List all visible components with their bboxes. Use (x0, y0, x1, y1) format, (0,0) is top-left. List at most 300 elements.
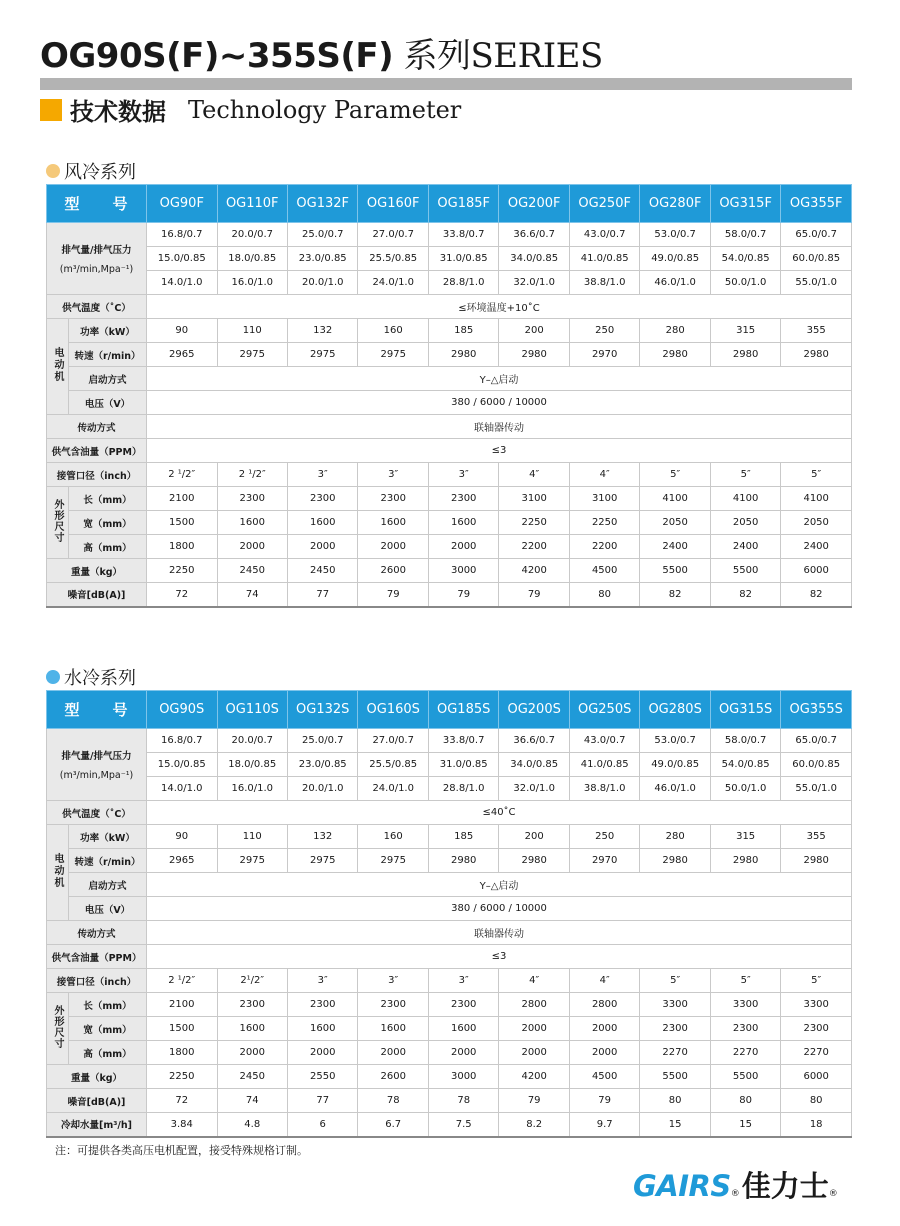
water-flow1-cell: 43.0/0.7 (569, 729, 639, 753)
water-length-cell: 2300 (428, 993, 498, 1017)
water-flow2-cell: 49.0/0.85 (640, 753, 710, 777)
air-length-cell: 2300 (217, 487, 287, 511)
air-pipe-cell: 3″ (358, 463, 428, 487)
model-header: 型 号 (47, 185, 147, 223)
air-speed-cell: 2970 (569, 343, 639, 367)
label-oil: 供气含油量（PPM） (47, 945, 147, 969)
air-flow3-cell: 24.0/1.0 (358, 271, 428, 295)
air-pipe-cell: 2 ¹/2″ (147, 463, 217, 487)
water-voltage-value: 380 / 6000 / 10000 (147, 897, 852, 921)
label-start: 启动方式 (69, 367, 147, 391)
water-flow3-cell: 20.0/1.0 (287, 777, 357, 801)
water-length-cell: 2300 (217, 993, 287, 1017)
water-noise-cell: 77 (287, 1089, 357, 1113)
water-model-header-cell: OG250S (569, 691, 639, 729)
water-height-cell: 2000 (358, 1041, 428, 1065)
air-noise-cell: 82 (640, 583, 710, 607)
air-flow1-cell: 53.0/0.7 (640, 223, 710, 247)
air-model-header-cell: OG200F (499, 185, 569, 223)
label-flow-pressure (47, 223, 147, 295)
air-model-header-cell: OG90F (147, 185, 217, 223)
water-height-cell: 2270 (781, 1041, 852, 1065)
air-height-cell: 2400 (710, 535, 780, 559)
air-height-cell: 1800 (147, 535, 217, 559)
air-noise-cell: 82 (781, 583, 852, 607)
air-model-header-cell: OG160F (358, 185, 428, 223)
water-flow1-cell: 16.8/0.7 (147, 729, 217, 753)
air-flow3-cell: 32.0/1.0 (499, 271, 569, 295)
water-weight-cell: 4200 (499, 1065, 569, 1089)
water-oil-value: ≤3 (147, 945, 852, 969)
water-length-cell: 3300 (781, 993, 852, 1017)
air-power-cell: 132 (287, 319, 357, 343)
water-speed-cell: 2980 (428, 849, 498, 873)
label-dims (47, 993, 69, 1065)
air-flow2-cell: 54.0/0.85 (710, 247, 780, 271)
label-flow-pressure (47, 729, 147, 801)
water-noise-cell: 80 (781, 1089, 852, 1113)
water-weight-cell: 2450 (217, 1065, 287, 1089)
air-flow2-cell: 23.0/0.85 (287, 247, 357, 271)
air-speed-cell: 2975 (217, 343, 287, 367)
water-flow2-cell: 25.5/0.85 (358, 753, 428, 777)
water-flow1-cell: 27.0/0.7 (358, 729, 428, 753)
label-noise: 噪音[dB(A)] (47, 1089, 147, 1113)
label-width: 宽（mm） (69, 1017, 147, 1041)
label-supply_temp: 供气温度（˚C） (47, 801, 147, 825)
air-speed-cell: 2980 (640, 343, 710, 367)
water-cooling_water-cell: 18 (781, 1113, 852, 1137)
water-pipe-cell: 5″ (710, 969, 780, 993)
air-length-cell: 2300 (428, 487, 498, 511)
water-noise-cell: 78 (358, 1089, 428, 1113)
water-flow3-cell: 14.0/1.0 (147, 777, 217, 801)
water-noise-cell: 79 (569, 1089, 639, 1113)
air-flow1-cell: 25.0/0.7 (287, 223, 357, 247)
brand-logo (633, 1164, 838, 1205)
water-noise-cell: 79 (499, 1089, 569, 1113)
label-power: 功率（kW） (69, 319, 147, 343)
air-pipe-cell: 2 ¹/2″ (217, 463, 287, 487)
water-flow3-cell: 50.0/1.0 (710, 777, 780, 801)
water-height-cell: 1800 (147, 1041, 217, 1065)
air-speed-cell: 2975 (287, 343, 357, 367)
water-cooling_water-cell: 3.84 (147, 1113, 217, 1137)
air-weight-cell: 2450 (287, 559, 357, 583)
water-speed-cell: 2980 (781, 849, 852, 873)
water-flow2-cell: 34.0/0.85 (499, 753, 569, 777)
air-length-cell: 4100 (640, 487, 710, 511)
logo-reg-mark: ® (730, 1189, 740, 1199)
water-model-header-cell: OG185S (428, 691, 498, 729)
air-pipe-cell: 3″ (287, 463, 357, 487)
air-flow2-cell: 18.0/0.85 (217, 247, 287, 271)
water-height-cell: 2000 (569, 1041, 639, 1065)
water-speed-cell: 2975 (217, 849, 287, 873)
water-weight-cell: 6000 (781, 1065, 852, 1089)
air-width-cell: 2050 (640, 511, 710, 535)
water-power-cell: 200 (499, 825, 569, 849)
air-model-header-cell: OG110F (217, 185, 287, 223)
air-weight-cell: 4200 (499, 559, 569, 583)
air-model-header-cell: OG280F (640, 185, 710, 223)
water-power-cell: 110 (217, 825, 287, 849)
water-flow1-cell: 25.0/0.7 (287, 729, 357, 753)
water-width-cell: 2300 (710, 1017, 780, 1041)
water-flow2-cell: 23.0/0.85 (287, 753, 357, 777)
water-power-cell: 185 (428, 825, 498, 849)
air-model-header-cell: OG132F (287, 185, 357, 223)
water-power-cell: 90 (147, 825, 217, 849)
label-height: 高（mm） (69, 535, 147, 559)
water-model-header-cell: OG315S (710, 691, 780, 729)
water-speed-cell: 2975 (358, 849, 428, 873)
air-model-header-cell: OG315F (710, 185, 780, 223)
air-weight-cell: 5500 (640, 559, 710, 583)
air-flow3-cell: 38.8/1.0 (569, 271, 639, 295)
water-length-cell: 2300 (358, 993, 428, 1017)
air-flow3-cell: 20.0/1.0 (287, 271, 357, 295)
air-noise-cell: 79 (358, 583, 428, 607)
air-speed-cell: 2975 (358, 343, 428, 367)
water-pipe-cell: 3″ (428, 969, 498, 993)
section-heading (40, 92, 461, 127)
water-power-cell: 132 (287, 825, 357, 849)
air-pipe-cell: 5″ (640, 463, 710, 487)
water-weight-cell: 2250 (147, 1065, 217, 1089)
water-flow2-cell: 54.0/0.85 (710, 753, 780, 777)
label-dims-text: 外形尺寸 (52, 1004, 63, 1049)
water-width-cell: 1600 (358, 1017, 428, 1041)
water-flow3-cell: 24.0/1.0 (358, 777, 428, 801)
air-pipe-cell: 4″ (499, 463, 569, 487)
water-width-cell: 1600 (428, 1017, 498, 1041)
water-length-cell: 3300 (640, 993, 710, 1017)
water-supply_temp-value: ≤40˚C (147, 801, 852, 825)
label-start: 启动方式 (69, 873, 147, 897)
air-flow2-cell: 25.5/0.85 (358, 247, 428, 271)
air-flow1-cell: 58.0/0.7 (710, 223, 780, 247)
water-flow1-cell: 58.0/0.7 (710, 729, 780, 753)
label-weight: 重量（kg） (47, 559, 147, 583)
water-pipe-cell: 5″ (640, 969, 710, 993)
air-length-cell: 4100 (710, 487, 780, 511)
water-noise-cell: 80 (710, 1089, 780, 1113)
air-power-cell: 280 (640, 319, 710, 343)
water-flow2-cell: 15.0/0.85 (147, 753, 217, 777)
air-cooled-spec-table (46, 184, 852, 608)
air-flow2-cell: 41.0/0.85 (569, 247, 639, 271)
water-start-value: Y–△启动 (147, 873, 852, 897)
water-model-header-cell: OG355S (781, 691, 852, 729)
label-motor (47, 825, 69, 921)
title-divider (40, 78, 852, 90)
water-flow2-cell: 31.0/0.85 (428, 753, 498, 777)
water-speed-cell: 2980 (710, 849, 780, 873)
water-width-cell: 1500 (147, 1017, 217, 1041)
water-weight-cell: 2550 (287, 1065, 357, 1089)
logo-text-cn: 佳力士 (741, 1169, 829, 1203)
air-weight-cell: 2450 (217, 559, 287, 583)
water-model-header-cell: OG132S (287, 691, 357, 729)
water-flow1-cell: 20.0/0.7 (217, 729, 287, 753)
blue-dot-icon (46, 670, 60, 684)
air-pipe-cell: 5″ (781, 463, 852, 487)
water-length-cell: 2300 (287, 993, 357, 1017)
water-flow3-cell: 32.0/1.0 (499, 777, 569, 801)
air-flow2-cell: 15.0/0.85 (147, 247, 217, 271)
air-power-cell: 200 (499, 319, 569, 343)
air-flow3-cell: 50.0/1.0 (710, 271, 780, 295)
water-flow2-cell: 60.0/0.85 (781, 753, 852, 777)
air-power-cell: 185 (428, 319, 498, 343)
label-flow-line1: 排气量/排气压力 (61, 245, 132, 256)
water-width-cell: 1600 (287, 1017, 357, 1041)
air-speed-cell: 2980 (781, 343, 852, 367)
water-speed-cell: 2970 (569, 849, 639, 873)
label-oil: 供气含油量（PPM） (47, 439, 147, 463)
water-flow1-cell: 36.6/0.7 (499, 729, 569, 753)
water-pipe-cell: 4″ (569, 969, 639, 993)
air-weight-cell: 3000 (428, 559, 498, 583)
water-noise-cell: 72 (147, 1089, 217, 1113)
water-cooling_water-cell: 15 (710, 1113, 780, 1137)
label-motor-text: 电动机 (52, 852, 63, 889)
water-cooling_water-cell: 6 (287, 1113, 357, 1137)
water-flow3-cell: 16.0/1.0 (217, 777, 287, 801)
label-motor-text: 电动机 (52, 346, 63, 383)
label-supply_temp: 供气温度（˚C） (47, 295, 147, 319)
air-height-cell: 2400 (640, 535, 710, 559)
footnote: 注：可提供各类高压电机配置，接受特殊规格订制。 (55, 1144, 308, 1157)
air-flow3-cell: 46.0/1.0 (640, 271, 710, 295)
water-flow3-cell: 46.0/1.0 (640, 777, 710, 801)
water-cooling_water-cell: 6.7 (358, 1113, 428, 1137)
water-flow3-cell: 55.0/1.0 (781, 777, 852, 801)
water-flow3-cell: 38.8/1.0 (569, 777, 639, 801)
air-noise-cell: 79 (499, 583, 569, 607)
water-power-cell: 315 (710, 825, 780, 849)
logo-reg-mark-2: ® (828, 1189, 838, 1199)
water-pipe-cell: 2 ¹/2″ (147, 969, 217, 993)
water-noise-cell: 74 (217, 1089, 287, 1113)
water-speed-cell: 2975 (287, 849, 357, 873)
label-length: 长（mm） (69, 487, 147, 511)
water-cooling_water-cell: 9.7 (569, 1113, 639, 1137)
water-cooled-title: 水冷系列 (64, 668, 136, 689)
air-height-cell: 2200 (569, 535, 639, 559)
label-transmission: 传动方式 (47, 921, 147, 945)
water-weight-cell: 2600 (358, 1065, 428, 1089)
air-power-cell: 315 (710, 319, 780, 343)
water-weight-cell: 5500 (640, 1065, 710, 1089)
air-pipe-cell: 5″ (710, 463, 780, 487)
water-speed-cell: 2965 (147, 849, 217, 873)
water-power-cell: 280 (640, 825, 710, 849)
water-cooled-heading (46, 664, 136, 690)
air-noise-cell: 77 (287, 583, 357, 607)
water-height-cell: 2000 (428, 1041, 498, 1065)
water-length-cell: 2800 (569, 993, 639, 1017)
water-width-cell: 2000 (569, 1017, 639, 1041)
label-power: 功率（kW） (69, 825, 147, 849)
label-transmission: 传动方式 (47, 415, 147, 439)
water-pipe-cell: 4″ (499, 969, 569, 993)
air-height-cell: 2000 (217, 535, 287, 559)
air-weight-cell: 2250 (147, 559, 217, 583)
air-width-cell: 1600 (428, 511, 498, 535)
water-power-cell: 160 (358, 825, 428, 849)
air-width-cell: 1600 (287, 511, 357, 535)
air-flow1-cell: 65.0/0.7 (781, 223, 852, 247)
water-pipe-cell: 3″ (358, 969, 428, 993)
label-pipe: 接管口径（inch） (47, 969, 147, 993)
page-title-series: 系列SERIES (393, 36, 603, 76)
label-speed: 转速（r/min） (69, 849, 147, 873)
label-width: 宽（mm） (69, 511, 147, 535)
section-title-en: Technology Parameter (188, 95, 462, 124)
label-weight: 重量（kg） (47, 1065, 147, 1089)
water-cooling_water-cell: 4.8 (217, 1113, 287, 1137)
air-flow3-cell: 28.8/1.0 (428, 271, 498, 295)
water-width-cell: 1600 (217, 1017, 287, 1041)
water-width-cell: 2300 (640, 1017, 710, 1041)
air-width-cell: 1600 (217, 511, 287, 535)
water-power-cell: 355 (781, 825, 852, 849)
water-flow2-cell: 18.0/0.85 (217, 753, 287, 777)
air-cooled-heading (46, 158, 136, 184)
water-power-cell: 250 (569, 825, 639, 849)
air-weight-cell: 2600 (358, 559, 428, 583)
section-square-icon (40, 99, 62, 121)
air-flow3-cell: 55.0/1.0 (781, 271, 852, 295)
water-length-cell: 3300 (710, 993, 780, 1017)
air-noise-cell: 80 (569, 583, 639, 607)
water-height-cell: 2000 (217, 1041, 287, 1065)
water-pipe-cell: 2¹/2″ (217, 969, 287, 993)
orange-dot-icon (46, 164, 60, 178)
water-height-cell: 2270 (710, 1041, 780, 1065)
air-model-header-cell: OG355F (781, 185, 852, 223)
air-power-cell: 160 (358, 319, 428, 343)
air-cooled-title: 风冷系列 (64, 162, 136, 183)
air-flow2-cell: 60.0/0.85 (781, 247, 852, 271)
air-weight-cell: 5500 (710, 559, 780, 583)
water-cooling_water-cell: 7.5 (428, 1113, 498, 1137)
air-weight-cell: 4500 (569, 559, 639, 583)
water-flow1-cell: 33.8/0.7 (428, 729, 498, 753)
air-flow3-cell: 16.0/1.0 (217, 271, 287, 295)
water-flow1-cell: 53.0/0.7 (640, 729, 710, 753)
water-model-header-cell: OG110S (217, 691, 287, 729)
model-header: 型 号 (47, 691, 147, 729)
water-speed-cell: 2980 (640, 849, 710, 873)
water-model-header-cell: OG200S (499, 691, 569, 729)
water-weight-cell: 3000 (428, 1065, 498, 1089)
air-length-cell: 4100 (781, 487, 852, 511)
water-length-cell: 2100 (147, 993, 217, 1017)
air-power-cell: 250 (569, 319, 639, 343)
water-flow2-cell: 41.0/0.85 (569, 753, 639, 777)
label-voltage: 电压（V） (69, 897, 147, 921)
water-weight-cell: 5500 (710, 1065, 780, 1089)
air-flow3-cell: 14.0/1.0 (147, 271, 217, 295)
air-length-cell: 2300 (287, 487, 357, 511)
water-flow3-cell: 28.8/1.0 (428, 777, 498, 801)
label-flow-line2: (m³/min,Mpa⁻¹) (59, 264, 134, 275)
label-speed: 转速（r/min） (69, 343, 147, 367)
air-noise-cell: 82 (710, 583, 780, 607)
air-supply_temp-value: ≤环境温度+10˚C (147, 295, 852, 319)
section-title-cn: 技术数据 (70, 98, 166, 126)
water-height-cell: 2000 (499, 1041, 569, 1065)
water-noise-cell: 78 (428, 1089, 498, 1113)
air-length-cell: 2100 (147, 487, 217, 511)
air-voltage-value: 380 / 6000 / 10000 (147, 391, 852, 415)
air-weight-cell: 6000 (781, 559, 852, 583)
air-power-cell: 355 (781, 319, 852, 343)
air-length-cell: 3100 (499, 487, 569, 511)
water-flow1-cell: 65.0/0.7 (781, 729, 852, 753)
air-start-value: Y–△启动 (147, 367, 852, 391)
water-height-cell: 2000 (287, 1041, 357, 1065)
water-transmission-value: 联轴器传动 (147, 921, 852, 945)
air-width-cell: 2250 (569, 511, 639, 535)
air-speed-cell: 2980 (428, 343, 498, 367)
water-length-cell: 2800 (499, 993, 569, 1017)
air-speed-cell: 2980 (710, 343, 780, 367)
label-motor (47, 319, 69, 415)
water-cooling_water-cell: 8.2 (499, 1113, 569, 1137)
water-speed-cell: 2980 (499, 849, 569, 873)
page-title-main: OG90S(F)~355S(F) (40, 36, 394, 76)
air-height-cell: 2000 (287, 535, 357, 559)
air-power-cell: 110 (217, 319, 287, 343)
water-pipe-cell: 5″ (781, 969, 852, 993)
water-model-header-cell: OG160S (358, 691, 428, 729)
water-cooled-spec-table (46, 690, 852, 1138)
water-noise-cell: 80 (640, 1089, 710, 1113)
water-width-cell: 2000 (499, 1017, 569, 1041)
air-flow1-cell: 27.0/0.7 (358, 223, 428, 247)
air-flow1-cell: 33.8/0.7 (428, 223, 498, 247)
air-flow2-cell: 49.0/0.85 (640, 247, 710, 271)
label-cooling_water: 冷却水量[m³/h] (47, 1113, 147, 1137)
air-length-cell: 2300 (358, 487, 428, 511)
label-flow-line1: 排气量/排气压力 (61, 751, 132, 762)
label-voltage: 电压（V） (69, 391, 147, 415)
air-length-cell: 3100 (569, 487, 639, 511)
air-width-cell: 1500 (147, 511, 217, 535)
water-model-header-cell: OG90S (147, 691, 217, 729)
air-pipe-cell: 4″ (569, 463, 639, 487)
label-noise: 噪音[dB(A)] (47, 583, 147, 607)
air-flow2-cell: 31.0/0.85 (428, 247, 498, 271)
air-noise-cell: 79 (428, 583, 498, 607)
air-flow1-cell: 16.8/0.7 (147, 223, 217, 247)
logo-text-en: GAIRS (633, 1169, 731, 1203)
air-width-cell: 1600 (358, 511, 428, 535)
air-height-cell: 2200 (499, 535, 569, 559)
air-flow1-cell: 20.0/0.7 (217, 223, 287, 247)
air-power-cell: 90 (147, 319, 217, 343)
air-flow1-cell: 43.0/0.7 (569, 223, 639, 247)
water-weight-cell: 4500 (569, 1065, 639, 1089)
air-model-header-cell: OG185F (428, 185, 498, 223)
air-width-cell: 2050 (781, 511, 852, 535)
air-oil-value: ≤3 (147, 439, 852, 463)
water-pipe-cell: 3″ (287, 969, 357, 993)
